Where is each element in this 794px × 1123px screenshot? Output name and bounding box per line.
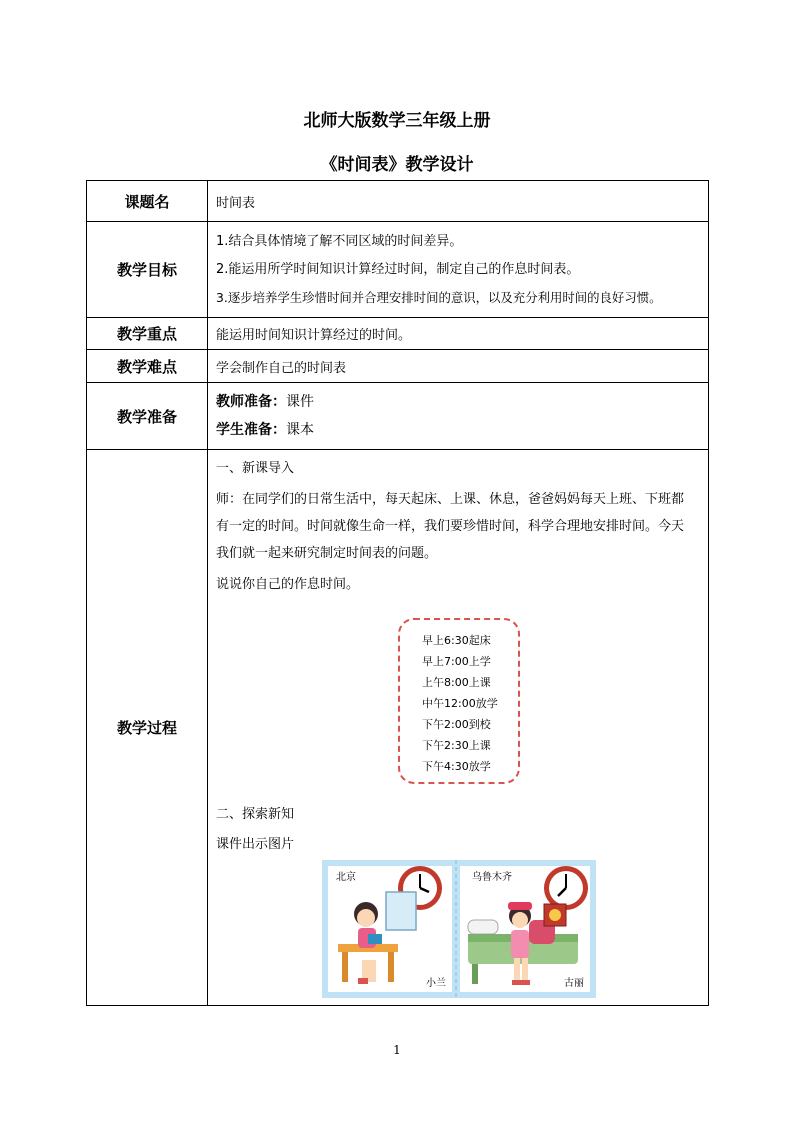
section2-title: 二、探索新知 [216,807,295,822]
schedule-item-3: 上午8:00上课 [422,676,491,689]
schedule-item-6: 下午2:30上课 [422,739,491,752]
time-zone-illustration [322,860,596,998]
row-difficulty [87,350,709,383]
value-key-point: 能运用时间知识计算经过的时间。 [208,318,709,350]
student-prep-value: 课本 [286,422,314,438]
value-process [208,450,709,1006]
illustration-svg [322,860,596,998]
right-city-label: 乌鲁木齐 [472,872,512,883]
paragraph-line-3: 我们就一起来研究制定时间表的问题。 [216,546,438,561]
schedule-item-1: 早上6:30起床 [422,634,491,647]
value-preparation [208,383,709,450]
teacher-prep-label: 教师准备： [216,394,286,410]
row-goals [87,222,709,318]
left-city-label: 北京 [336,872,356,883]
prompt-text: 说说你自己的作息时间。 [216,577,360,592]
right-person-label: 古丽 [564,978,584,989]
goal-item-1: 1.结合具体情境了解不同区域的时间差异。 [216,233,463,249]
paragraph-line-2: 有一定的时间。时间就像生命一样，我们要珍惜时间，科学合理地安排时间。今天 [216,519,685,534]
section1-title: 一、新课导入 [216,461,295,476]
value-goals [208,222,709,318]
show-picture-text: 课件出示图片 [216,837,295,852]
row-process [87,450,709,1006]
teacher-prep [216,388,708,416]
schedule-item-7: 下午4:30放学 [422,760,491,773]
paragraph-line-1: 师：在同学们的日常生活中，每天起床、上课、休息，爸爸妈妈每天上班、下班都 [216,492,685,507]
label-goals: 教学目标 [87,222,208,318]
page-number: 1 [393,1043,401,1057]
window-icon [386,892,416,930]
document-title: 北师大版数学三年级上册 [303,111,491,131]
document-subtitle: 《时间表》教学设计 [320,155,474,175]
student-prep-label: 学生准备： [216,422,286,438]
left-person-label: 小兰 [426,978,446,989]
label-process: 教学过程 [87,450,208,1006]
urumqi-clock-icon [544,866,588,910]
row-key-point [87,318,709,350]
value-topic: 时间表 [208,181,709,222]
row-topic [87,181,709,222]
student-prep [216,416,708,444]
schedule-card [398,618,520,784]
schedule-item-2: 早上7:00上学 [422,655,491,668]
schedule-item-5: 下午2:00到校 [422,718,491,731]
label-preparation: 教学准备 [87,383,208,450]
goal-item-2: 2.能运用所学时间知识计算经过时间，制定自己的作息时间表。 [216,261,580,277]
lesson-plan-table [86,180,709,1006]
row-preparation [87,383,709,450]
value-difficulty: 学会制作自己的时间表 [208,350,709,383]
label-key-point: 教学重点 [87,318,208,350]
label-topic: 课题名 [87,181,208,222]
goal-item-3: 3.逐步培养学生珍惜时间并合理安排时间的意识，以及充分利用时间的良好习惯。 [216,289,662,305]
schedule-item-4: 中午12:00放学 [422,697,498,710]
label-difficulty: 教学难点 [87,350,208,383]
teacher-prep-value: 课件 [286,394,314,410]
